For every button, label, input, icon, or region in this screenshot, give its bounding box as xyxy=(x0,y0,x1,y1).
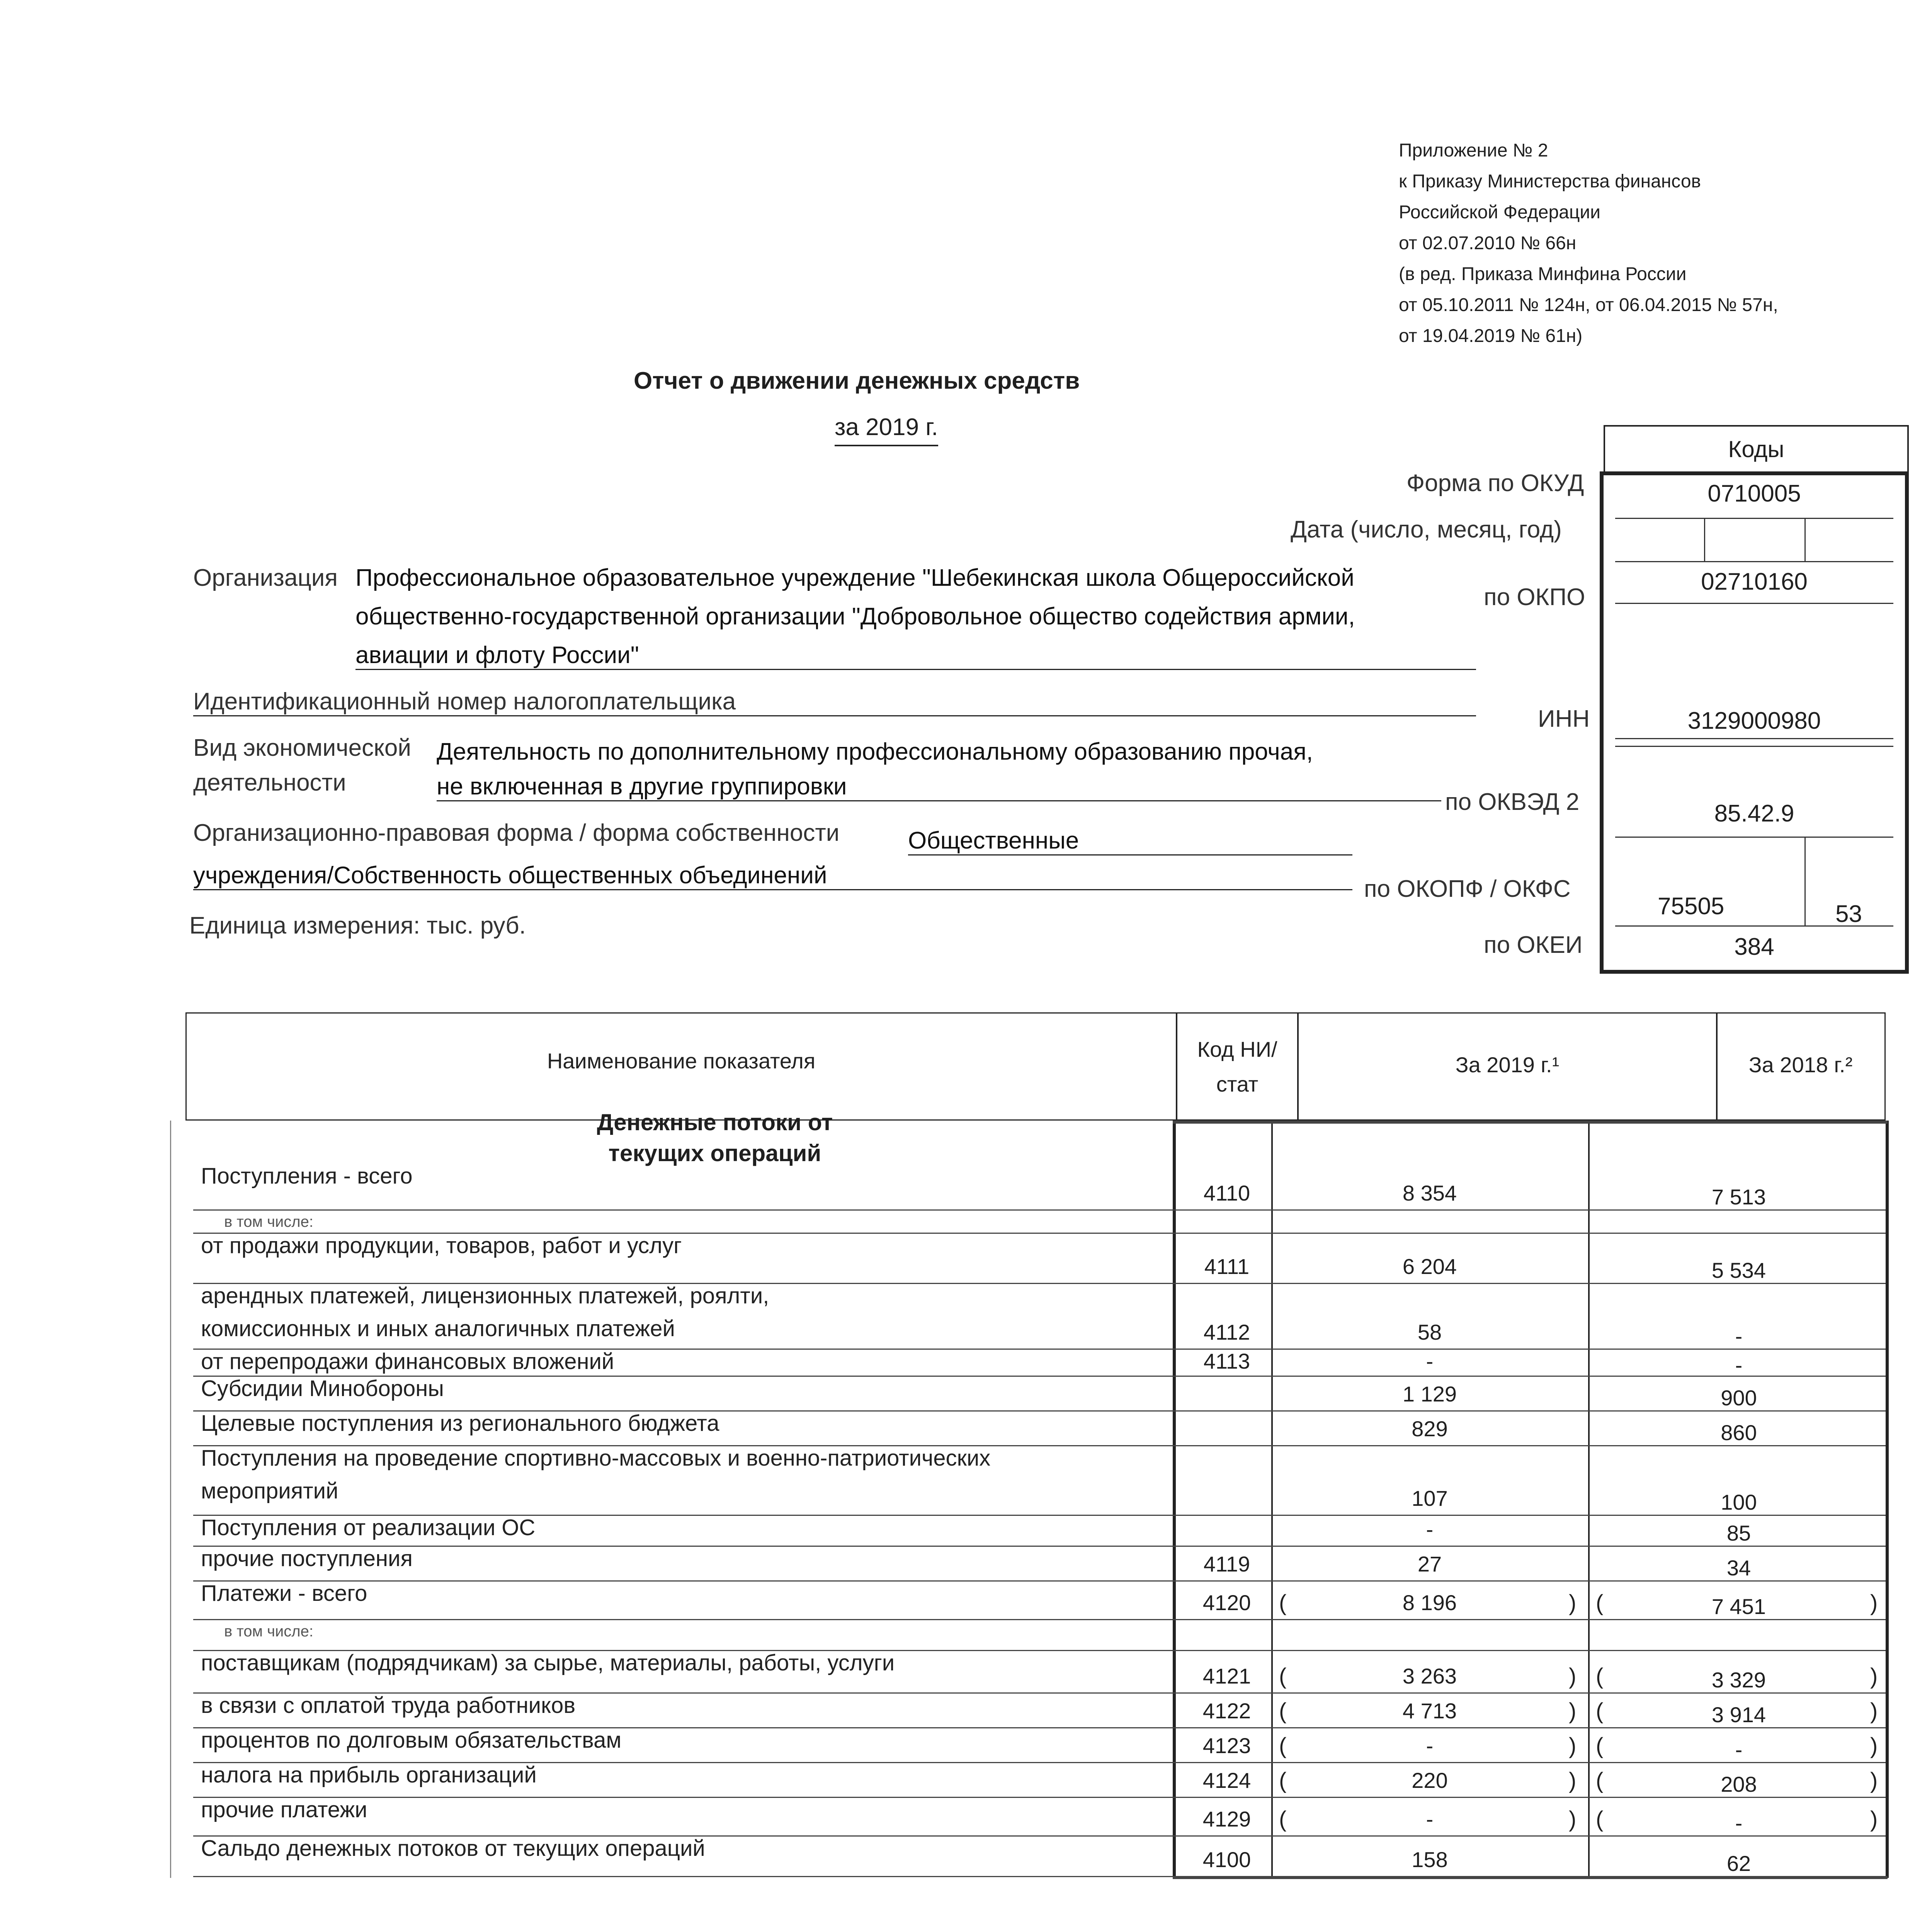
negative-paren: ( xyxy=(1279,1768,1287,1793)
row-value-2018: 85 xyxy=(1726,1521,1751,1545)
negative-paren: ) xyxy=(1870,1664,1878,1689)
row-label: Поступления - всего xyxy=(201,1163,413,1189)
appendix-line: от 05.10.2011 № 124н, от 06.04.2015 № 57н, xyxy=(1399,295,1778,315)
negative-paren: ( xyxy=(1279,1590,1287,1616)
row-value-2019: 107 xyxy=(1412,1486,1448,1510)
row-label: прочие платежи xyxy=(201,1797,367,1822)
row-label: Поступления от реализации ОС xyxy=(201,1515,536,1540)
row-value-2018: 7 513 xyxy=(1711,1185,1766,1209)
negative-paren: ( xyxy=(1279,1699,1287,1724)
negative-paren: ) xyxy=(1870,1807,1878,1832)
negative-paren: ) xyxy=(1569,1733,1577,1759)
row-label-cont: мероприятий xyxy=(201,1478,338,1503)
row-label: Целевые поступления из регионального бюджета xyxy=(201,1411,719,1436)
okfs-value: 53 xyxy=(1835,901,1862,927)
row-code: 4100 xyxy=(1202,1847,1251,1872)
row-code: 4113 xyxy=(1203,1349,1250,1373)
row-subheading: в том числе: xyxy=(224,1213,313,1230)
row-value-2019: 829 xyxy=(1412,1417,1448,1441)
okud-value: 0710005 xyxy=(1708,480,1801,507)
activity-label-line2: деятельности xyxy=(193,769,346,796)
row-code: 4119 xyxy=(1203,1552,1250,1576)
codes-box xyxy=(1600,471,1909,974)
row-subheading: в том числе: xyxy=(224,1623,313,1640)
row-value-2019: - xyxy=(1426,1349,1434,1373)
row-label: Поступления на проведение спортивно-массовых и военно-патриотических xyxy=(201,1446,991,1471)
negative-paren: ( xyxy=(1596,1768,1604,1793)
negative-paren: ) xyxy=(1870,1590,1878,1616)
activity-line2: не включенная в другие группировки xyxy=(437,773,1441,801)
row-value-2019: - xyxy=(1426,1733,1434,1758)
row-value-2019: 6 204 xyxy=(1402,1254,1457,1279)
negative-paren: ) xyxy=(1870,1768,1878,1793)
col-2018-header: За 2018 г.² xyxy=(1748,1053,1853,1077)
negative-paren: ( xyxy=(1596,1590,1604,1616)
row-value-2018: 860 xyxy=(1721,1420,1757,1445)
row-value-2019: - xyxy=(1426,1807,1434,1831)
row-value-2018: 100 xyxy=(1721,1490,1757,1514)
appendix-line: Приложение № 2 xyxy=(1399,140,1548,161)
negative-paren: ) xyxy=(1569,1590,1577,1616)
org-label: Организация xyxy=(193,565,338,591)
taxpayer-id-label: Идентификационный номер налогоплательщика xyxy=(193,688,1476,716)
row-value-2018: 900 xyxy=(1721,1386,1757,1410)
row-value-2019: 58 xyxy=(1417,1320,1442,1344)
okved-value: 85.42.9 xyxy=(1714,800,1794,827)
row-code: 4112 xyxy=(1203,1320,1250,1344)
okei-value: 384 xyxy=(1734,934,1774,960)
okopf-value: 75505 xyxy=(1658,893,1725,920)
org-name-line3: авиации и флоту России" xyxy=(355,641,1476,670)
row-value-2018: 3 329 xyxy=(1711,1668,1766,1692)
col-code-header-line2: стат xyxy=(1216,1072,1259,1096)
row-code: 4129 xyxy=(1202,1807,1251,1831)
row-value-2019: 8 354 xyxy=(1402,1181,1457,1205)
row-value-2018: 34 xyxy=(1726,1556,1751,1580)
row-label: Платежи - всего xyxy=(201,1581,367,1606)
col-name-header: Наименование показателя xyxy=(547,1049,816,1073)
row-value-2019: 1 129 xyxy=(1402,1382,1457,1406)
inn-label: ИНН xyxy=(1538,706,1590,732)
row-code: 4111 xyxy=(1204,1254,1250,1279)
row-label: налога на прибыль организаций xyxy=(201,1762,537,1787)
row-value-2018: - xyxy=(1735,1353,1743,1377)
negative-paren: ( xyxy=(1596,1699,1604,1724)
row-code: 4122 xyxy=(1202,1699,1251,1723)
negative-paren: ( xyxy=(1596,1807,1604,1832)
appendix-line: к Приказу Министерства финансов xyxy=(1399,171,1701,192)
row-code: 4124 xyxy=(1202,1768,1251,1793)
appendix-note xyxy=(1399,135,1778,352)
row-value-2019: 158 xyxy=(1412,1847,1448,1872)
appendix-line: Российской Федерации xyxy=(1399,202,1600,223)
negative-paren: ) xyxy=(1569,1768,1577,1793)
row-value-2019: 4 713 xyxy=(1402,1699,1457,1723)
row-value-2018: 208 xyxy=(1721,1772,1757,1796)
unit-label: Единица измерения: тыс. руб. xyxy=(189,912,526,939)
row-value-2019: 8 196 xyxy=(1402,1590,1457,1615)
row-value-2018: - xyxy=(1735,1324,1743,1348)
report-title: Отчет о движении денежных средств xyxy=(634,367,1080,394)
activity-label-line1: Вид экономической xyxy=(193,735,412,761)
row-value-2019: 27 xyxy=(1417,1552,1442,1576)
legal-form-line1: Общественные xyxy=(908,827,1352,855)
negative-paren: ) xyxy=(1870,1699,1878,1724)
row-code: 4110 xyxy=(1203,1181,1250,1205)
col-code-header-line1: Код НИ/ xyxy=(1197,1037,1277,1061)
section-head-line2: текущих операций xyxy=(608,1140,821,1166)
appendix-line: от 19.04.2019 № 61н) xyxy=(1399,326,1583,346)
row-value-2018: - xyxy=(1735,1737,1743,1762)
negative-paren: ) xyxy=(1569,1807,1577,1832)
row-label: от перепродажи финансовых вложений xyxy=(201,1349,614,1374)
row-label: в связи с оплатой труда работников xyxy=(201,1693,576,1718)
negative-paren: ( xyxy=(1279,1664,1287,1689)
okved-label: по ОКВЭД 2 xyxy=(1445,789,1580,815)
negative-paren: ( xyxy=(1279,1733,1287,1759)
row-value-2019: 220 xyxy=(1412,1768,1448,1793)
negative-paren: ) xyxy=(1569,1664,1577,1689)
row-code: 4120 xyxy=(1202,1590,1251,1615)
okopf-label: по ОКОПФ / ОКФС xyxy=(1364,876,1571,902)
row-label: прочие поступления xyxy=(201,1546,413,1571)
negative-paren: ( xyxy=(1596,1733,1604,1759)
row-label: процентов по долговым обязательствам xyxy=(201,1728,622,1753)
row-value-2019: - xyxy=(1426,1517,1434,1541)
okei-label: по ОКЕИ xyxy=(1484,932,1583,958)
row-value-2018: 5 534 xyxy=(1711,1258,1766,1282)
inn-value: 3129000980 xyxy=(1687,707,1821,734)
row-value-2019: 3 263 xyxy=(1402,1664,1457,1688)
okpo-value: 02710160 xyxy=(1701,568,1808,595)
appendix-line: (в ред. Приказа Минфина России xyxy=(1399,264,1687,284)
row-value-2018: 3 914 xyxy=(1711,1702,1766,1727)
report-period: за 2019 г. xyxy=(835,413,938,446)
org-name-line1: Профессиональное образовательное учреждение "Шебекинская школа Общероссийской xyxy=(355,565,1354,591)
legal-form-line2: учреждения/Собственность общественных объединений xyxy=(193,862,1352,890)
negative-paren: ( xyxy=(1596,1664,1604,1689)
row-label: от продажи продукции, товаров, работ и услуг xyxy=(201,1233,682,1258)
row-value-2018: - xyxy=(1735,1811,1743,1835)
legal-form-label: Организационно-правовая форма / форма собственности xyxy=(193,820,840,846)
row-value-2018: 62 xyxy=(1726,1851,1751,1876)
activity-line1: Деятельность по дополнительному профессиональному образованию прочая, xyxy=(437,738,1313,765)
negative-paren: ) xyxy=(1569,1699,1577,1724)
date-label: Дата (число, месяц, год) xyxy=(1291,516,1562,543)
appendix-line: от 02.07.2010 № 66н xyxy=(1399,233,1577,253)
col-2019-header: За 2019 г.¹ xyxy=(1455,1053,1560,1077)
section-head-line1: Денежные потоки от xyxy=(597,1109,833,1135)
row-label: поставщикам (подрядчикам) за сырье, материалы, работы, услуги xyxy=(201,1650,895,1675)
negative-paren: ( xyxy=(1279,1807,1287,1832)
row-value-2018: 7 451 xyxy=(1711,1594,1766,1619)
table-header xyxy=(185,1012,1886,1121)
row-label: Сальдо денежных потоков от текущих операций xyxy=(201,1836,705,1861)
row-code: 4123 xyxy=(1202,1733,1251,1758)
negative-paren: ) xyxy=(1870,1733,1878,1759)
row-label: арендных платежей, лицензионных платежей, роялти, xyxy=(201,1283,769,1308)
org-name-line2: общественно-государственной организации "Добровольное общество содействия армии, xyxy=(355,603,1355,630)
okpo-label: по ОКПО xyxy=(1484,584,1585,611)
row-label: Субсидии Минобороны xyxy=(201,1376,444,1401)
codes-header: Коды xyxy=(1604,425,1909,471)
okud-label: Форма по ОКУД xyxy=(1406,470,1584,497)
row-code: 4121 xyxy=(1202,1664,1251,1688)
row-label-cont: комиссионных и иных аналогичных платежей xyxy=(201,1316,675,1341)
